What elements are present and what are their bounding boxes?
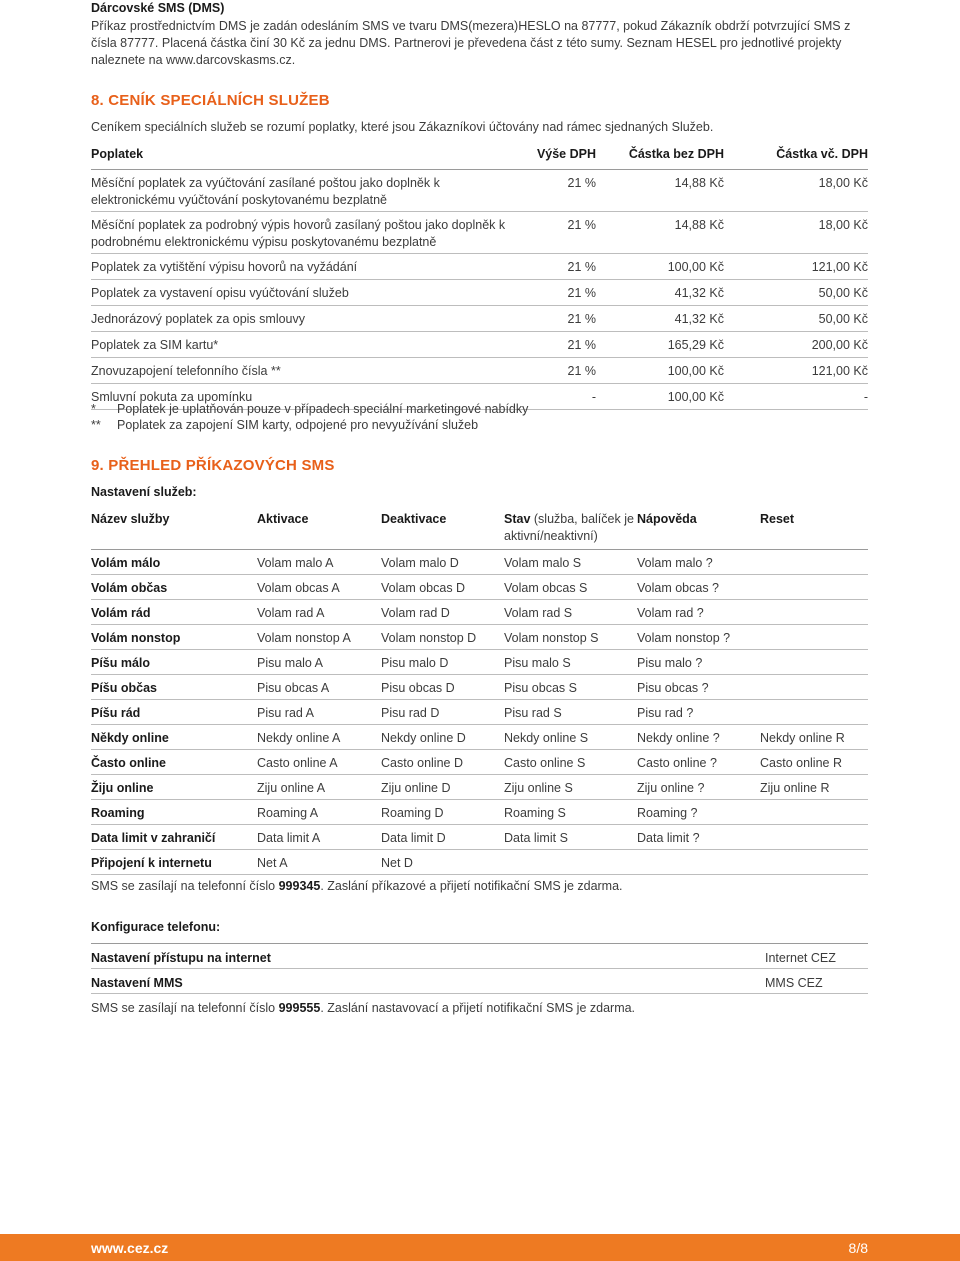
help-command: Pisu obcas ? <box>637 675 760 700</box>
service-name: Píšu málo <box>91 650 257 675</box>
section-8-intro: Ceníkem speciálních služeb se rozumí poplatky, které jsou Zákazníkovi účtovány nad rámec sjednaných Služeb. <box>91 120 714 134</box>
price-header-gross: Částka vč. DPH <box>724 146 868 170</box>
deactivate-command: Casto online D <box>381 750 504 775</box>
price-gross: 121,00 Kč <box>724 254 868 280</box>
deactivate-command: Volam nonstop D <box>381 625 504 650</box>
help-command: Volam nonstop ? <box>637 625 760 650</box>
table-row <box>91 625 868 650</box>
price-fee-name: Jednorázový poplatek za opis smlouvy <box>91 306 511 332</box>
sms-table-body <box>91 550 868 875</box>
status-command: Pisu malo S <box>504 650 637 675</box>
table-row <box>91 550 868 575</box>
table-row <box>91 212 868 254</box>
status-command: Ziju online S <box>504 775 637 800</box>
table-row <box>91 254 868 280</box>
price-gross: 18,00 Kč <box>724 170 868 212</box>
price-vat: 21 % <box>511 212 596 254</box>
help-command: Pisu malo ? <box>637 650 760 675</box>
table-row <box>91 944 868 969</box>
status-command: Roaming S <box>504 800 637 825</box>
reset-command <box>760 675 868 700</box>
config-number: 999555 <box>278 1001 321 1015</box>
sms-header-deactivate: Deaktivace <box>381 510 504 550</box>
price-header-net: Částka bez DPH <box>596 146 724 170</box>
status-command: Pisu obcas S <box>504 675 637 700</box>
note-mark: * <box>91 402 96 416</box>
help-command: Volam malo ? <box>637 550 760 575</box>
reset-command: Casto online R <box>760 750 868 775</box>
table-row <box>91 969 868 994</box>
activate-command: Nekdy online A <box>257 725 381 750</box>
price-gross: 200,00 Kč <box>724 332 868 358</box>
status-label: Stav <box>504 512 531 526</box>
table-row <box>91 170 868 212</box>
service-name: Někdy online <box>91 725 257 750</box>
help-command: Data limit ? <box>637 825 760 850</box>
price-gross: 18,00 Kč <box>724 212 868 254</box>
help-command: Pisu rad ? <box>637 700 760 725</box>
price-fee-name: Měsíční poplatek za vyúčtování zasílané poštou jako doplněk k elektronickému vyúčtování poskytovanému bezplatně <box>91 170 511 212</box>
reset-command <box>760 550 868 575</box>
service-name: Často online <box>91 750 257 775</box>
activate-command: Ziju online A <box>257 775 381 800</box>
help-command: Volam rad ? <box>637 600 760 625</box>
status-command: Data limit S <box>504 825 637 850</box>
reset-command <box>760 825 868 850</box>
price-vat: 21 % <box>511 280 596 306</box>
reset-command <box>760 625 868 650</box>
deactivate-command: Data limit D <box>381 825 504 850</box>
config-title: Konfigurace telefonu: <box>91 920 221 934</box>
service-name: Připojení k internetu <box>91 850 257 875</box>
deactivate-command: Volam obcas D <box>381 575 504 600</box>
table-row <box>91 575 868 600</box>
price-fee-name: Měsíční poplatek za podrobný výpis hovorů zasílaný poštou jako doplněk k podrobnému elektronickému výpisu poskytovanému bezplatně <box>91 212 511 254</box>
reset-command <box>760 700 868 725</box>
note-mark: ** <box>91 418 101 432</box>
table-row <box>91 750 868 775</box>
activate-command: Net A <box>257 850 381 875</box>
sms-header-name: Název služby <box>91 510 257 550</box>
service-name: Volám občas <box>91 575 257 600</box>
price-gross: 50,00 Kč <box>724 306 868 332</box>
donor-sms-text: Příkaz prostřednictvím DMS je zadán odesláním SMS ve tvaru DMS(mezera)HESLO na 87777, pokud Zákazník obdrží potvrzující SMS z čísla 87777. Placená částka činí 30 Kč za jednu DMS. Partnerovi je převedena část z této sumy. Seznam HESEL pro jednotlivé projekty naleznete na www.darcovskasms.cz. <box>91 19 851 67</box>
deactivate-command: Pisu rad D <box>381 700 504 725</box>
activate-command: Volam obcas A <box>257 575 381 600</box>
price-vat: 21 % <box>511 254 596 280</box>
price-net: 165,29 Kč <box>596 332 724 358</box>
activate-command: Pisu malo A <box>257 650 381 675</box>
activate-command: Pisu obcas A <box>257 675 381 700</box>
price-gross: 50,00 Kč <box>724 280 868 306</box>
status-command: Casto online S <box>504 750 637 775</box>
price-net: 100,00 Kč <box>596 384 724 410</box>
note-text: Poplatek je uplatňován pouze v případech speciální marketingové nabídky <box>117 402 529 416</box>
note-item <box>91 417 528 433</box>
reset-command: Ziju online R <box>760 775 868 800</box>
service-name: Píšu občas <box>91 675 257 700</box>
status-command: Nekdy online S <box>504 725 637 750</box>
sms-header-help: Nápověda <box>637 510 760 550</box>
reset-command <box>760 650 868 675</box>
service-name: Volám málo <box>91 550 257 575</box>
config-name: Nastavení MMS <box>91 969 765 994</box>
price-header-fee: Poplatek <box>91 146 511 170</box>
note-prefix: SMS se zasílají na telefonní číslo <box>91 879 279 893</box>
deactivate-command: Roaming D <box>381 800 504 825</box>
price-vat: 21 % <box>511 306 596 332</box>
status-command: Volam malo S <box>504 550 637 575</box>
service-name: Data limit v zahraničí <box>91 825 257 850</box>
footer-bar <box>0 1234 960 1261</box>
table-row <box>91 306 868 332</box>
reset-command <box>760 600 868 625</box>
price-vat: 21 % <box>511 332 596 358</box>
service-name: Volám nonstop <box>91 625 257 650</box>
table-row <box>91 280 868 306</box>
activate-command: Data limit A <box>257 825 381 850</box>
sms-header-status <box>504 510 637 550</box>
activate-command: Volam malo A <box>257 550 381 575</box>
service-name: Roaming <box>91 800 257 825</box>
sms-commands-table <box>91 510 868 875</box>
deactivate-command: Nekdy online D <box>381 725 504 750</box>
service-name: Volám rád <box>91 600 257 625</box>
config-table <box>91 943 868 994</box>
price-table <box>91 146 868 410</box>
table-row <box>91 725 868 750</box>
activate-command: Pisu rad A <box>257 700 381 725</box>
help-command <box>637 850 760 875</box>
status-command <box>504 850 637 875</box>
price-gross: - <box>724 384 868 410</box>
price-net: 41,32 Kč <box>596 280 724 306</box>
price-net: 100,00 Kč <box>596 254 724 280</box>
price-fee-name: Smluvní pokuta za upomínku <box>91 384 511 410</box>
price-gross: 121,00 Kč <box>724 358 868 384</box>
price-fee-name: Poplatek za SIM kartu* <box>91 332 511 358</box>
footer-url[interactable]: www.cez.cz <box>91 1240 169 1256</box>
config-name: Nastavení přístupu na internet <box>91 944 765 969</box>
section-8-heading: 8. CENÍK SPECIÁLNÍCH SLUŽEB <box>91 92 330 109</box>
note-item <box>91 401 528 417</box>
note-prefix: SMS se zasílají na telefonní číslo <box>91 1001 279 1015</box>
status-command: Pisu rad S <box>504 700 637 725</box>
price-net: 100,00 Kč <box>596 358 724 384</box>
page-number: 8/8 <box>848 1240 868 1256</box>
deactivate-command: Volam rad D <box>381 600 504 625</box>
deactivate-command: Pisu obcas D <box>381 675 504 700</box>
note-text: Poplatek za zapojení SIM karty, odpojené pro nevyužívání služeb <box>117 418 479 432</box>
price-vat: 21 % <box>511 170 596 212</box>
reset-command <box>760 850 868 875</box>
status-description: (služba, balíček je aktivní/neaktivní) <box>504 512 634 543</box>
activate-command: Volam nonstop A <box>257 625 381 650</box>
activate-command: Roaming A <box>257 800 381 825</box>
reset-command: Nekdy online R <box>760 725 868 750</box>
price-fee-name: Znovuzapojení telefonního čísla ** <box>91 358 511 384</box>
price-fee-name: Poplatek za vystavení opisu vyúčtování služeb <box>91 280 511 306</box>
status-command: Volam rad S <box>504 600 637 625</box>
table-row <box>91 700 868 725</box>
deactivate-command: Net D <box>381 850 504 875</box>
note-suffix: . Zaslání příkazové a přijetí notifikační SMS je zdarma. <box>320 879 623 893</box>
price-net: 14,88 Kč <box>596 170 724 212</box>
price-header-vat: Výše DPH <box>511 146 596 170</box>
price-vat: 21 % <box>511 358 596 384</box>
table-row <box>91 650 868 675</box>
table-row <box>91 358 868 384</box>
price-table-body <box>91 170 868 410</box>
deactivate-command: Pisu malo D <box>381 650 504 675</box>
sms-header-reset: Reset <box>760 510 868 550</box>
status-command: Volam obcas S <box>504 575 637 600</box>
services-title: Nastavení služeb: <box>91 485 197 499</box>
activate-command: Volam rad A <box>257 600 381 625</box>
deactivate-command: Ziju online D <box>381 775 504 800</box>
activate-command: Casto online A <box>257 750 381 775</box>
help-command: Nekdy online ? <box>637 725 760 750</box>
help-command: Volam obcas ? <box>637 575 760 600</box>
table-row <box>91 800 868 825</box>
table-row <box>91 332 868 358</box>
price-net: 14,88 Kč <box>596 212 724 254</box>
sms-header-activate: Aktivace <box>257 510 381 550</box>
table-row <box>91 675 868 700</box>
reset-command <box>760 575 868 600</box>
table-row <box>91 775 868 800</box>
note-suffix: . Zaslání nastavovací a přijetí notifikační SMS je zdarma. <box>320 1001 636 1015</box>
reset-command <box>760 800 868 825</box>
help-command: Ziju online ? <box>637 775 760 800</box>
sms-number: 999345 <box>278 879 321 893</box>
service-name: Píšu rád <box>91 700 257 725</box>
price-fee-name: Poplatek za vytištění výpisu hovorů na vyžádání <box>91 254 511 280</box>
price-vat: - <box>511 384 596 410</box>
help-command: Roaming ? <box>637 800 760 825</box>
config-value: Internet CEZ <box>765 944 868 969</box>
service-name: Žiju online <box>91 775 257 800</box>
config-number-note <box>91 1000 635 1017</box>
section-9-heading: 9. PŘEHLED PŘÍKAZOVÝCH SMS <box>91 457 335 474</box>
help-command: Casto online ? <box>637 750 760 775</box>
table-row <box>91 600 868 625</box>
table-row <box>91 825 868 850</box>
price-net: 41,32 Kč <box>596 306 724 332</box>
status-command: Volam nonstop S <box>504 625 637 650</box>
sms-number-note <box>91 878 623 895</box>
config-value: MMS CEZ <box>765 969 868 994</box>
deactivate-command: Volam malo D <box>381 550 504 575</box>
table-row <box>91 850 868 875</box>
donor-sms-title: Dárcovské SMS (DMS) <box>91 1 225 15</box>
price-notes <box>91 401 528 433</box>
